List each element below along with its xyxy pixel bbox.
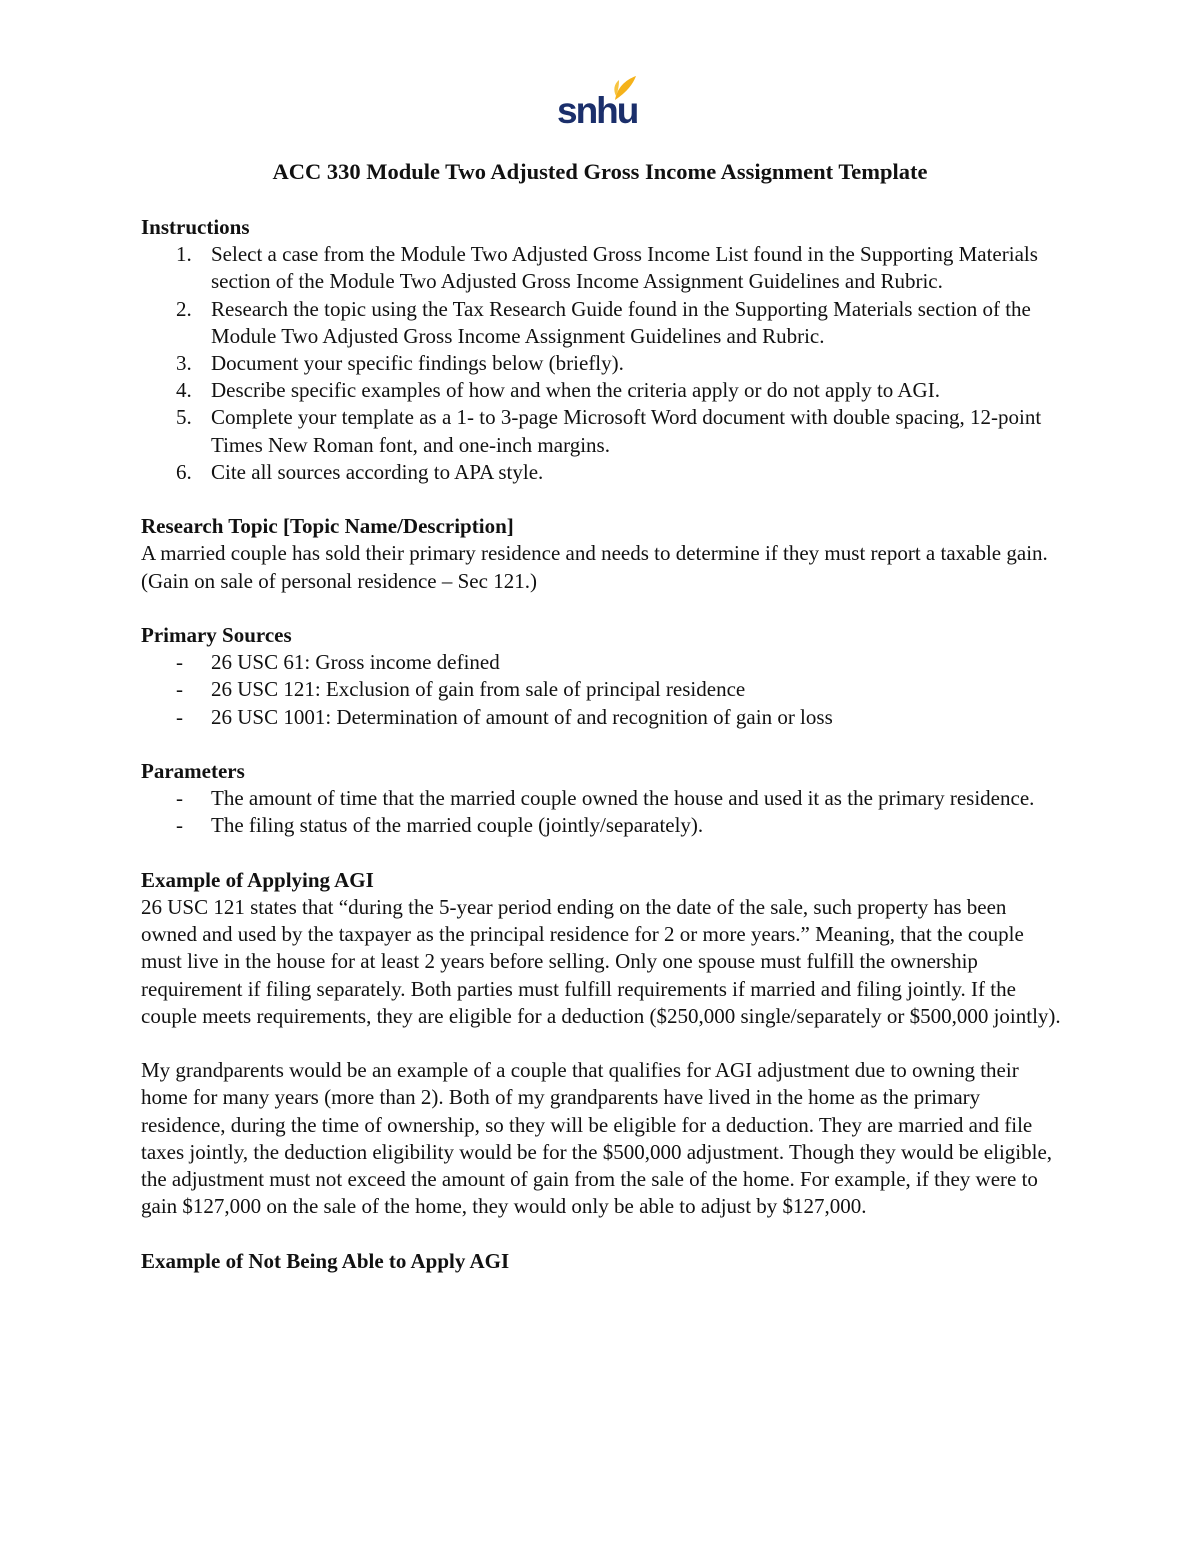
list-item-text: The filing status of the married couple (jointly/separately). (211, 813, 704, 838)
list-item (141, 404, 1066, 458)
parameters-heading: Parameters (141, 759, 245, 784)
list-item (141, 241, 1066, 295)
list-item-text: 26 USC 1001: Determination of amount of and recognition of gain or loss (211, 704, 833, 729)
bullet-dash: - (176, 813, 183, 838)
list-item (141, 704, 1066, 731)
list-item (141, 377, 1066, 404)
example-applying-paragraph-1: 26 USC 121 states that “during the 5-year period ending on the date of the sale, such property has been owned and used by the taxpayer as the principal residence for 2 or more years.” Meaning, that the couple must live in the house for at least 2 years before selling. Only one spouse must fulfill the ownership requirement if filing separately. Both parties must fulfill requirements if married and filing jointly. If the couple meets requirements, they are eligible for a deduction ($250,000 single/separately or $500,000 jointly). (141, 895, 1061, 1028)
list-number: 6. (176, 459, 192, 484)
bullet-dash: - (176, 704, 183, 729)
list-number: 2. (176, 296, 192, 321)
instructions-heading: Instructions (141, 215, 250, 239)
snhu-logo (557, 74, 637, 132)
list-item-text: Cite all sources according to APA style. (211, 459, 544, 484)
logo-wordmark: snhu (557, 90, 638, 131)
list-item (141, 785, 1066, 812)
research-topic-heading: Research Topic [Topic Name/Description] (141, 514, 514, 539)
primary-sources-heading: Primary Sources (141, 623, 292, 648)
example-not-applying-heading: Example of Not Being Able to Apply AGI (141, 1248, 510, 1273)
list-item-text: 26 USC 121: Exclusion of gain from sale of principal residence (211, 677, 746, 702)
list-item (141, 296, 1066, 350)
parameters-list (141, 785, 1066, 839)
bullet-dash: - (176, 650, 183, 675)
list-number: 3. (176, 351, 192, 376)
list-item-text: Document your specific findings below (briefly). (211, 351, 624, 376)
primary-sources-list (141, 649, 1066, 731)
list-item-text: Research the topic using the Tax Research Guide found in the Supporting Materials section of the Module Two Adjusted Gross Income Assignment Guidelines and Rubric. (211, 296, 1031, 348)
document-body (141, 214, 1066, 1275)
list-item-text: Complete your template as a 1- to 3-page Microsoft Word document with double spacing, 12-point Times New Roman font, and one-inch margins. (211, 405, 1042, 457)
list-item (141, 459, 1066, 486)
bullet-dash: - (176, 677, 183, 702)
list-number: 4. (176, 378, 192, 403)
list-item (141, 676, 1066, 703)
example-applying-heading: Example of Applying AGI (141, 867, 374, 892)
instructions-list (141, 241, 1066, 486)
list-item-text: Describe specific examples of how and when the criteria apply or do not apply to AGI. (211, 378, 940, 403)
list-item (141, 649, 1066, 676)
list-item-text: 26 USC 61: Gross income defined (211, 650, 500, 675)
page-title: ACC 330 Module Two Adjusted Gross Income Assignment Template (272, 159, 928, 184)
list-item-text: The amount of time that the married couple owned the house and used it as the primary residence. (211, 786, 1035, 811)
research-topic-text: A married couple has sold their primary residence and needs to determine if they must report a taxable gain. (Gain on sale of personal residence – Sec 121.) (141, 541, 1048, 593)
list-item-text: Select a case from the Module Two Adjusted Gross Income List found in the Supporting Materials section of the Module Two Adjusted Gross Income Assignment Guidelines and Rubric. (211, 242, 1038, 294)
example-applying-paragraph-2: My grandparents would be an example of a couple that qualifies for AGI adjustment due to owning their home for many years (more than 2). Both of my grandparents have lived in the home as the primary residence, during the time of ownership, so they will be eligible for a deduction. They are married and file taxes jointly, the deduction eligibility would be for the $500,000 adjustment. Though they would be eligible, the adjustment must not exceed the amount of gain from the sale of the home. For example, if they were to gain $127,000 on the sale of the home, they would only be able to adjust by $127,000. (141, 1058, 1053, 1219)
bullet-dash: - (176, 786, 183, 811)
list-number: 5. (176, 405, 192, 430)
list-item (141, 350, 1066, 377)
list-number: 1. (176, 242, 192, 267)
list-item (141, 812, 1066, 839)
